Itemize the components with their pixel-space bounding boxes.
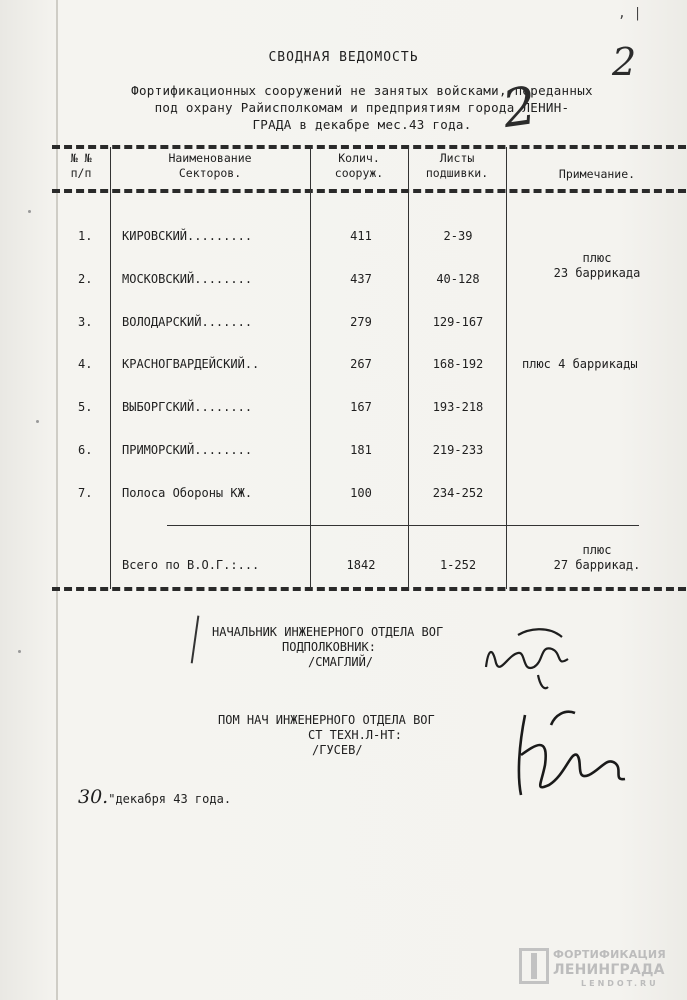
corner-mark: , | <box>618 6 642 21</box>
header-count <box>312 151 406 181</box>
document-date <box>78 786 231 808</box>
watermark-line: LENDOT.RU <box>581 979 659 988</box>
document-title: СВОДНАЯ ВЕДОМОСТЬ <box>268 50 419 65</box>
header-sheets <box>410 151 504 181</box>
signature-block-assistant <box>218 713 435 758</box>
row-note: плюс 4 баррикады <box>522 357 638 371</box>
row-sector-name: ПРИМОРСКИЙ........ <box>122 443 253 457</box>
row-sheets: 234-252 <box>432 486 484 500</box>
note-line: плюс <box>582 251 612 265</box>
total-note <box>508 543 686 573</box>
header-note <box>508 167 686 182</box>
signature-name: /ГУСЕВ/ <box>312 743 363 757</box>
row-count: 181 <box>350 443 372 457</box>
row-count: 437 <box>350 272 372 286</box>
header-line: подшивки. <box>425 166 489 180</box>
subtitle-line: Фортификационных сооружений не занятых войсками, переданных <box>131 83 593 98</box>
bracket-mark <box>191 616 208 665</box>
row-sheets: 219-233 <box>432 443 484 457</box>
subtitle-line: под охрану Райисполкомам и предприятиям города ЛЕНИН- <box>154 100 570 115</box>
signature-title: ПОМ НАЧ ИНЖЕНЕРНОГО ОТДЕЛА ВОГ <box>218 713 435 727</box>
note-line: 27 баррикад. <box>553 558 641 572</box>
row-number: 7. <box>78 486 93 500</box>
date-rest: "декабря 43 года. <box>108 792 232 806</box>
header-line: № № <box>70 151 92 165</box>
row-note <box>508 251 686 281</box>
row-count: 279 <box>350 315 372 329</box>
header-line: Листы <box>439 151 475 165</box>
row-sector-name: МОСКОВСКИЙ........ <box>122 272 253 286</box>
column-divider <box>408 147 409 589</box>
handwritten-number: 2 <box>498 75 541 141</box>
handwritten-number: 2 <box>612 40 637 84</box>
paper-speck <box>28 210 31 213</box>
row-number: 3. <box>78 315 93 329</box>
row-sector-name: ВОЛОДАРСКИЙ....... <box>122 315 253 329</box>
row-sector-name: Полоса Обороны КЖ. <box>122 486 253 500</box>
row-sheets: 168-192 <box>432 357 484 371</box>
date-day: 30. <box>78 786 109 808</box>
signature-rank: ПОДПОЛКОВНИК: <box>282 640 376 654</box>
row-sector-name: ВЫБОРГСКИЙ........ <box>122 400 253 414</box>
table-top-rule <box>52 145 686 149</box>
row-number: 4. <box>78 357 93 371</box>
note-line: 23 баррикада <box>553 266 641 280</box>
header-number <box>54 151 108 181</box>
paper-speck <box>36 420 39 423</box>
header-line: Наименование <box>168 151 252 165</box>
row-number: 5. <box>78 400 93 414</box>
table-total-rule <box>167 525 639 526</box>
row-sector-name: КИРОВСКИЙ......... <box>122 229 253 243</box>
total-sheets: 1-252 <box>439 558 477 572</box>
row-sheets: 129-167 <box>432 315 484 329</box>
handwritten-signature <box>505 695 635 805</box>
handwritten-signature <box>478 615 588 695</box>
header-line: Секторов. <box>178 166 242 180</box>
row-sheets: 193-218 <box>432 400 484 414</box>
header-line: сооруж. <box>334 166 384 180</box>
signature-rank: СТ ТЕХН.Л-НТ: <box>308 728 402 742</box>
header-line: Примечание. <box>558 167 636 181</box>
subtitle-line: ГРАДА в декабре мес.43 года. <box>252 117 472 132</box>
header-line: Колич. <box>338 151 380 165</box>
table-header-rule <box>52 189 686 193</box>
document-subtitle <box>82 82 642 133</box>
total-count: 1842 <box>346 558 376 572</box>
note-line: плюс <box>582 543 612 557</box>
row-number: 6. <box>78 443 93 457</box>
watermark <box>519 944 669 994</box>
row-count: 411 <box>350 229 372 243</box>
watermark-logo-icon <box>519 948 549 984</box>
row-number: 2. <box>78 272 93 286</box>
row-number: 1. <box>78 229 93 243</box>
table-bottom-rule <box>52 587 686 591</box>
header-line: п/п <box>70 166 92 180</box>
signature-name: /СМАГЛИЙ/ <box>308 655 374 669</box>
column-divider <box>506 147 507 589</box>
summary-table <box>52 145 686 591</box>
paper-speck <box>18 650 21 653</box>
signature-title: НАЧАЛЬНИК ИНЖЕНЕРНОГО ОТДЕЛА ВОГ <box>212 625 444 639</box>
row-sector-name: КРАСНОГВАРДЕЙСКИЙ.. <box>122 357 260 371</box>
total-label: Всего по В.О.Г.:... <box>122 558 260 572</box>
header-sector-name <box>112 151 308 181</box>
row-count: 267 <box>350 357 372 371</box>
row-sheets: 40-128 <box>436 272 480 286</box>
row-count: 167 <box>350 400 372 414</box>
column-divider <box>310 147 311 589</box>
row-count: 100 <box>350 486 372 500</box>
watermark-line: ФОРТИФИКАЦИЯ <box>553 948 666 961</box>
watermark-line: ЛЕНИНГРАДА <box>553 962 665 978</box>
signature-block-chief <box>212 625 443 670</box>
row-sheets: 2-39 <box>443 229 473 243</box>
